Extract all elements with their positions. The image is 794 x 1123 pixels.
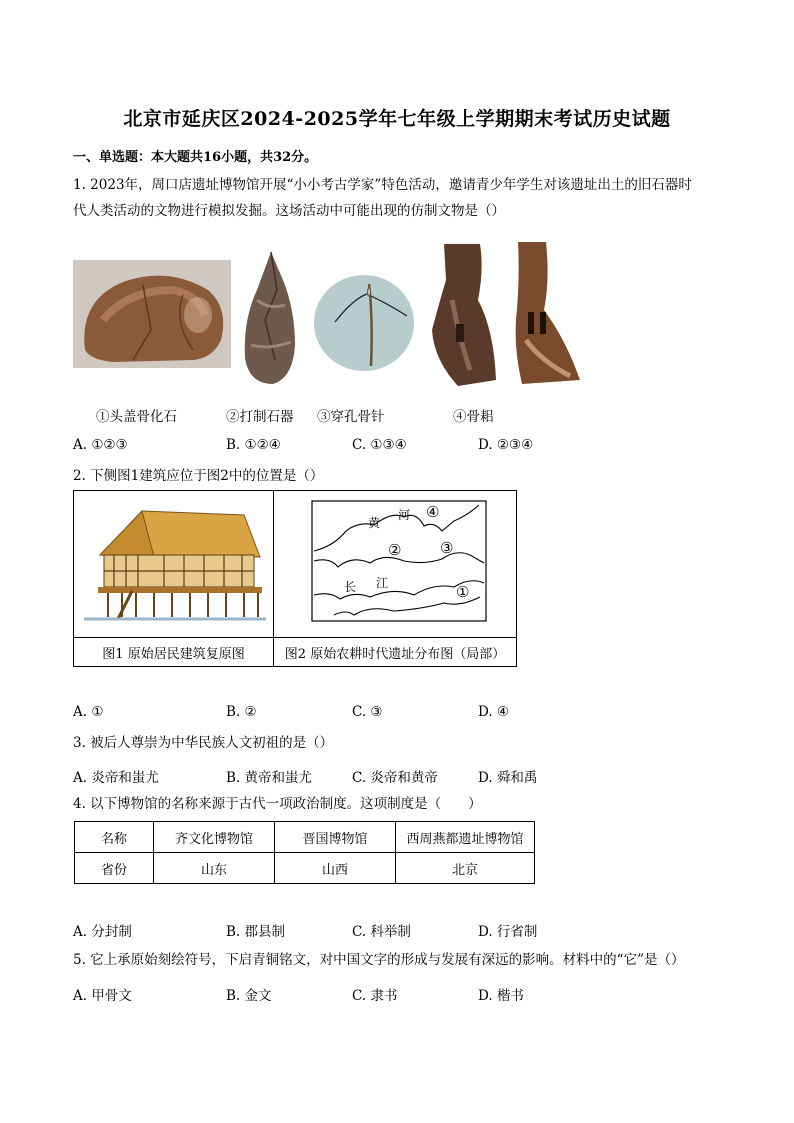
map-label-huang: 黄: [368, 516, 381, 530]
option-b[interactable]: B. ②: [226, 704, 257, 720]
option-b[interactable]: B. 金文: [226, 988, 272, 1004]
option-c[interactable]: C. 科举制: [352, 924, 411, 940]
caption-stone-tool: ②打制石器: [226, 409, 294, 425]
figure-2-caption: 图2 原始农耕时代遗址分布图（局部）: [274, 638, 517, 667]
option-b[interactable]: B. 黄帝和蚩尤: [226, 770, 313, 786]
table-row: [75, 822, 535, 853]
option-a[interactable]: A. ①②③: [73, 437, 128, 453]
map-marker-4: ④: [426, 503, 440, 521]
option-c[interactable]: C. 炎帝和黄帝: [352, 770, 438, 786]
caption-skull: ①头盖骨化石: [96, 409, 177, 425]
question-1-stem: 1. 2023年，周口店遗址博物馆开展“小小考古学家”特色活动，邀请青少年学生对该遗址出土的旧石器时 代人类活动的文物进行模拟发掘。这场活动中可能出现的仿制文物是（）: [73, 177, 692, 219]
figure-table: [73, 490, 517, 667]
question-4-options: [73, 920, 733, 940]
map-marker-1: ①: [456, 583, 470, 601]
map-label-jiang: 江: [376, 576, 389, 590]
question-1-options: [73, 437, 733, 457]
table-cell: 山东: [154, 853, 275, 884]
figure-1-caption: 图1 原始居民建筑复原图: [74, 638, 274, 667]
page-title: 北京市延庆区2024-2025学年七年级上学期期末考试历史试题: [123, 108, 671, 130]
option-c[interactable]: C. ①③④: [352, 437, 407, 453]
site-map-image: [274, 491, 516, 633]
question-5-options: [73, 984, 733, 1004]
option-d[interactable]: D. 行省制: [478, 924, 538, 940]
option-d[interactable]: D. ②③④: [478, 437, 534, 453]
figure-2-cell: [274, 491, 517, 638]
map-label-he: 河: [398, 508, 411, 522]
question-4-stem: 4. 以下博物馆的名称来源于古代一项政治制度。这项制度是（ ）: [73, 796, 482, 812]
option-c[interactable]: C. ③: [352, 704, 383, 720]
table-cell: 晋国博物馆: [275, 822, 396, 853]
table-cell: 山西: [275, 853, 396, 884]
option-c[interactable]: C. 隶书: [352, 988, 398, 1004]
map-marker-3: ③: [440, 539, 454, 557]
map-label-chang: 长: [344, 580, 357, 594]
table-cell: 名称: [75, 822, 154, 853]
option-d[interactable]: D. 舜和禹: [478, 770, 538, 786]
figure-1-cell: [74, 491, 274, 638]
table-row: [75, 853, 535, 884]
bone-needle-image: [313, 274, 415, 372]
skull-fossil-image: [73, 260, 231, 368]
caption-bone-needle: ③穿孔骨针: [317, 409, 385, 425]
option-b[interactable]: B. 郡县制: [226, 924, 286, 940]
caption-bone-spade: ④骨耜: [453, 409, 494, 425]
bone-spade-image: [430, 240, 586, 390]
option-b[interactable]: B. ①②④: [226, 437, 281, 453]
option-a[interactable]: A. 分封制: [73, 924, 132, 940]
section-heading: 一、单选题：本大题共16小题，共32分。: [73, 150, 318, 165]
table-cell: 齐文化博物馆: [154, 822, 275, 853]
table-cell: 西周燕都遗址博物馆: [396, 822, 535, 853]
table-cell: 省份: [75, 853, 154, 884]
option-a[interactable]: A. 甲骨文: [73, 988, 132, 1004]
question-5-stem: 5. 它上承原始刻绘符号，下启青铜铭文，对中国文字的形成与发展有深远的影响。材料中的“它”是（）: [73, 952, 685, 968]
map-marker-2: ②: [388, 541, 402, 559]
option-a[interactable]: A. 炎帝和蚩尤: [73, 770, 159, 786]
stone-tool-image: [239, 250, 301, 388]
option-d[interactable]: D. 楷书: [478, 988, 524, 1004]
museum-table: [74, 821, 535, 884]
option-d[interactable]: D. ④: [478, 704, 510, 720]
table-cell: 北京: [396, 853, 535, 884]
option-a[interactable]: A. ①: [73, 704, 104, 720]
question-3-options: [73, 766, 733, 786]
stilt-house-image: [74, 491, 273, 633]
question-3-stem: 3. 被后人尊崇为中华民族人文初祖的是（）: [73, 735, 334, 751]
question-2-stem: 2. 下侧图1建筑应位于图2中的位置是（）: [73, 468, 324, 484]
question-2-options: [73, 704, 733, 724]
